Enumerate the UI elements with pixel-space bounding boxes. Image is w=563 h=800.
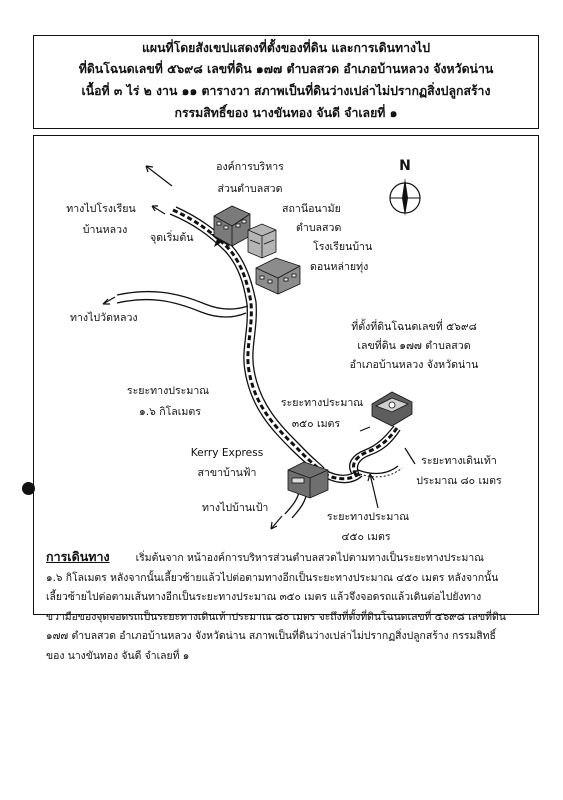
directions-text: [46, 547, 524, 666]
land-label-2: เลขที่ดิน ๑๗๗ ตำบลสวด: [357, 340, 471, 352]
distance-3-label-1: ระยะทางประมาณ: [326, 511, 410, 523]
directions-line-5: ๑๗๗ ตำบลสวด อำเภอบ้านหลวง จังหวัดน่าน สภาพเป็นที่ดินว่างเปล่าไม่ปรากฏสิ่งปลูกสร้าง กรรมสิทธิ์: [46, 630, 496, 642]
distance-2-label-2: ๓๕๐ เมตร: [291, 418, 341, 430]
distance-1-label-1: ระยะทางประมาณ: [126, 385, 210, 397]
directions-line-3: เลี้ยวซ้ายไปต่อตามเส้นทางอีกเป็นระยะทางประมาณ ๓๕๐ เมตร แล้วจึงจอดรถแล้วเดินต่อไปยังทาง: [46, 591, 482, 603]
to-banpao-label: ทางไปบ้านเป้า: [202, 502, 269, 514]
north-label: N: [399, 158, 411, 174]
land-label-1: ที่ตั้งที่ดินโฉนดเลขที่ ๕๖๙๘: [351, 321, 477, 333]
directions-line-6: ของ นางขันทอง จันดี จำเลยที่ ๑: [46, 649, 190, 662]
directions-line-1: การเดินทาง เริ่มต้นจาก หน้าองค์การบริหารส่วนตำบลสวดไปตามทางเป็นระยะทางประมาณ: [46, 549, 484, 564]
school-label-1: โรงเรียนบ้าน: [313, 241, 373, 253]
north-arrow-icon: [390, 178, 420, 216]
school-label-2: ดอนหล่ายทุ่ง: [310, 261, 369, 273]
directions-line-2: ๑.๖ กิโลเมตร หลังจากนั้นเลี้ยวซ้ายแล้วไปต่อตามทางอีกเป็นระยะทางประมาณ ๔๕๐ เมตร หลังจากนั้น: [46, 571, 499, 584]
walk-label-1: ระยะทางเดินเท้า: [421, 455, 497, 467]
sao-label-1: องค์การบริหาร: [216, 161, 284, 173]
to-school-label-1: ทางไปโรงเรียน: [66, 203, 136, 215]
directions-heading: การเดินทาง: [46, 549, 110, 564]
distance-2-label-1: ระยะทางประมาณ: [280, 397, 364, 409]
directions-line-4: ขวามือของจุดจอดรถเป็นระยะทางเดินเท้าประมาณ ๘๐ เมตร จะถึงที่ตั้งที่ดินโฉนดเลขที่ ๕๖๙๘ เลขที่ดิน: [46, 610, 506, 623]
health-label-1: สถานีอนามัย: [282, 203, 341, 215]
walk-label-2: ประมาณ ๘๐ เมตร: [416, 475, 502, 487]
header-line-2: ที่ดินโฉนดเลขที่ ๕๖๙๘ เลขที่ดิน ๑๗๗ ตำบลสวด อำเภอบ้านหลวง จังหวัดน่าน: [78, 62, 494, 76]
header-line-3: เนื้อที่ ๓ ไร่ ๒ งาน ๑๑ ตารางวา สภาพเป็นที่ดินว่างเปล่าไม่ปรากฏสิ่งปลูกสร้าง: [81, 84, 491, 98]
sao-label-2: ส่วนตำบลสวด: [217, 183, 283, 195]
health-station-building-icon: [248, 224, 276, 258]
health-label-2: ตำบลสวด: [296, 222, 342, 234]
land-label-3: อำเภอบ้านหลวง จังหวัดน่าน: [349, 359, 479, 371]
start-point-label: จุดเริ่มต้น: [150, 232, 194, 244]
distance-1-label-2: ๑.๖ กิโลเมตร: [139, 406, 201, 418]
kerry-label-1: Kerry Express: [190, 447, 264, 459]
to-temple-label: ทางไปวัดหลวง: [70, 312, 138, 324]
distance-3-label-2: ๔๕๐ เมตร: [341, 531, 391, 543]
kerry-building-icon: [288, 462, 328, 498]
kerry-label-2: สาขาบ้านฟ้า: [197, 467, 257, 479]
header-line-4: กรรมสิทธิ์ของ นางขันทอง จันดี จำเลยที่ ๑: [174, 106, 398, 120]
school-building-icon: [256, 258, 300, 294]
header-line-1: แผนที่โดยสังเขปแสดงที่ตั้งของที่ดิน และการเดินทางไป: [141, 41, 431, 55]
to-school-label-2: บ้านหลวง: [82, 224, 128, 236]
